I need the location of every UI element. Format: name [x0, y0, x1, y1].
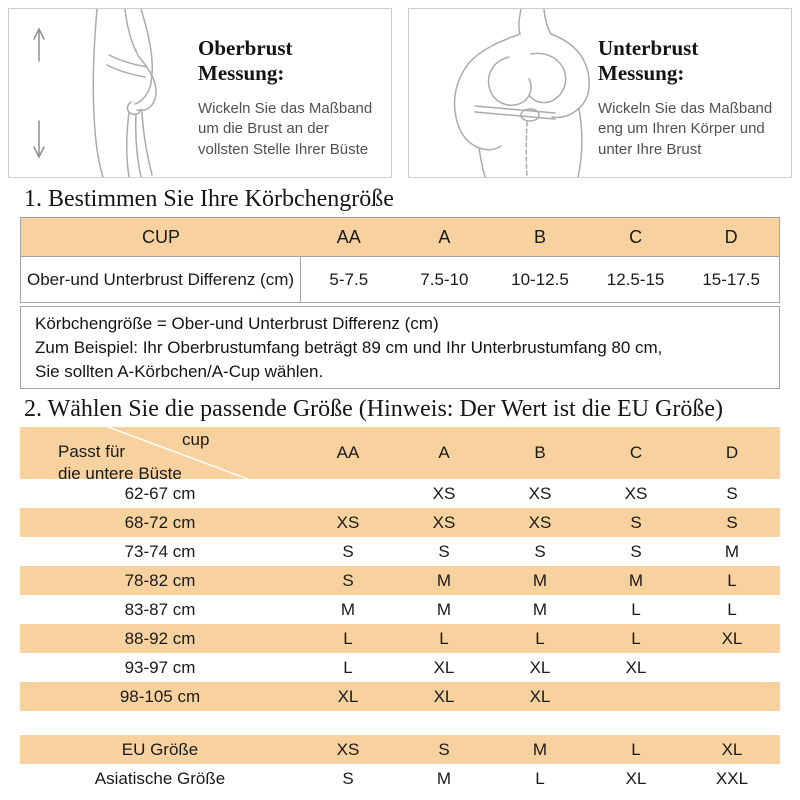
size-row: [20, 624, 780, 653]
overbust-measure-card: [8, 8, 392, 178]
size-cell: XL: [529, 686, 551, 706]
size-cell: M: [724, 541, 740, 561]
size-cell: XL: [625, 768, 647, 788]
size-cell: L: [535, 628, 545, 648]
size-cell: S: [438, 541, 450, 561]
size-cell: XS: [528, 512, 552, 532]
underbust-range-label: 78-82 cm: [124, 570, 196, 590]
corner-cup-label: cup: [182, 430, 210, 449]
cup-column-header: B: [534, 443, 546, 462]
overbust-illustration: [9, 9, 194, 177]
overbust-card-title: Oberbrust Messung:: [198, 36, 293, 85]
note-line: Zum Beispiel: Ihr Oberbrustumfang beträgt 89 cm und Ihr Unterbrustumfang 80 cm,: [35, 338, 663, 357]
asian-size-label: Asiatische Größe: [94, 768, 226, 788]
cup-difference-table: [20, 217, 780, 303]
size-cell: L: [631, 599, 641, 619]
size-cell: S: [342, 768, 354, 788]
size-row: [20, 566, 780, 595]
size-row: [20, 595, 780, 624]
difference-value: 7.5-10: [420, 269, 469, 289]
cup-column-header: D: [725, 443, 739, 462]
size-cell: M: [436, 599, 452, 619]
size-table-corner-cell: [20, 427, 300, 483]
corner-fit-label: [58, 441, 182, 485]
cup-column-header: C: [629, 443, 643, 462]
size-cell: M: [340, 599, 356, 619]
difference-value: 5-7.5: [329, 269, 369, 289]
size-cell: XL: [721, 739, 743, 759]
cup-header-label: CUP: [141, 226, 180, 247]
size-cell: M: [628, 570, 644, 590]
size-cell: XS: [336, 512, 360, 532]
cup-column-header: A: [438, 443, 450, 462]
eu-size-row: [20, 735, 780, 764]
cup-column-header: D: [724, 226, 738, 247]
size-row: [20, 682, 780, 711]
size-cell: S: [342, 570, 354, 590]
size-cell: XS: [624, 483, 648, 503]
overbust-figure-icon: [93, 9, 156, 177]
size-cell: S: [630, 541, 642, 561]
size-cell: L: [535, 768, 545, 788]
corner-fit-label-line1: Passt für: [58, 442, 126, 461]
size-cell: M: [532, 570, 548, 590]
underbust-range-label: 98-105 cm: [119, 686, 201, 706]
difference-row: [21, 256, 779, 302]
size-cell: L: [631, 628, 641, 648]
note-line: Sie sollten A-Körbchen/A-Cup wählen.: [35, 362, 324, 381]
cup-column-header: A: [438, 226, 451, 247]
size-table-header-row: [20, 427, 780, 483]
cup-column-header: C: [629, 226, 643, 247]
size-cell: XL: [721, 628, 743, 648]
size-cell: XS: [432, 483, 456, 503]
underbust-measure-card: [408, 8, 792, 178]
difference-row-label: Ober-und Unterbrust Differenz (cm): [21, 257, 301, 302]
eu-size-label: EU Größe: [121, 739, 199, 759]
size-cell: XL: [625, 657, 647, 677]
measurement-cards-row: [0, 0, 800, 178]
difference-value: 10-12.5: [511, 269, 569, 289]
size-cell: L: [727, 599, 737, 619]
cup-table-header-row: [21, 218, 779, 256]
underbust-range-label: 88-92 cm: [124, 628, 196, 648]
underbust-range-label: 68-72 cm: [124, 512, 196, 532]
underbust-card-title: Unterbrust Messung:: [598, 36, 699, 85]
size-cell: S: [534, 541, 546, 561]
size-cell: M: [532, 599, 548, 619]
size-cell: M: [436, 768, 452, 788]
corner-fit-label-line2: die untere Büste: [58, 464, 182, 483]
size-cell: S: [342, 541, 354, 561]
size-table: [20, 427, 780, 793]
measure-range-arrows-icon: [34, 29, 44, 157]
size-cell: S: [630, 512, 642, 532]
size-cell: XS: [528, 483, 552, 503]
size-cell: XL: [433, 686, 455, 706]
size-cell: XL: [433, 657, 455, 677]
overbust-card-text: [194, 9, 391, 177]
size-cell: L: [727, 570, 737, 590]
underbust-card-text: [594, 9, 791, 177]
section2-heading: 2. Wählen Sie die passende Größe (Hinweis: Der Wert ist die EU Größe): [24, 396, 723, 422]
size-cell: XS: [336, 739, 360, 759]
underbust-range-label: 83-87 cm: [124, 599, 196, 619]
cup-column-header: AA: [336, 226, 361, 247]
size-cell: S: [726, 512, 738, 532]
size-cell: S: [438, 739, 450, 759]
size-cell: L: [631, 739, 641, 759]
asian-size-row: [20, 764, 780, 793]
size-cell: S: [726, 483, 738, 503]
size-cell: XS: [432, 512, 456, 532]
size-cell: M: [532, 739, 548, 759]
overbust-card-description: Wickeln Sie das Maßband um die Brust an der vollsten Stelle Ihrer Büste: [198, 99, 373, 158]
size-cell: XXL: [715, 768, 749, 788]
section1-heading: 1. Bestimmen Sie Ihre Körbchengröße: [24, 186, 394, 212]
difference-value: 15-17.5: [702, 269, 760, 289]
table-gap: [20, 711, 780, 735]
note-line: Körbchengröße = Ober-und Unterbrust Differenz (cm): [35, 314, 439, 333]
size-cell: L: [343, 628, 353, 648]
size-cell: L: [343, 657, 353, 677]
underbust-card-description: Wickeln Sie das Maßband eng um Ihren Körper und unter Ihre Brust: [598, 99, 773, 158]
cup-column-header: AA: [336, 443, 360, 462]
size-cell: XL: [529, 657, 551, 677]
size-cell: L: [439, 628, 449, 648]
size-row: [20, 508, 780, 537]
difference-value: 12.5-15: [606, 269, 665, 289]
underbust-range-label: 93-97 cm: [124, 657, 196, 677]
cup-note-box: [20, 306, 780, 389]
underbust-range-label: 62-67 cm: [124, 483, 196, 503]
underbust-figure-icon: [455, 9, 590, 177]
underbust-range-label: 73-74 cm: [124, 541, 196, 561]
underbust-illustration: [409, 9, 594, 177]
cup-column-header: B: [533, 226, 546, 247]
size-cell: M: [436, 570, 452, 590]
size-row: [20, 653, 780, 682]
size-cell: XL: [337, 686, 359, 706]
size-row: [20, 537, 780, 566]
